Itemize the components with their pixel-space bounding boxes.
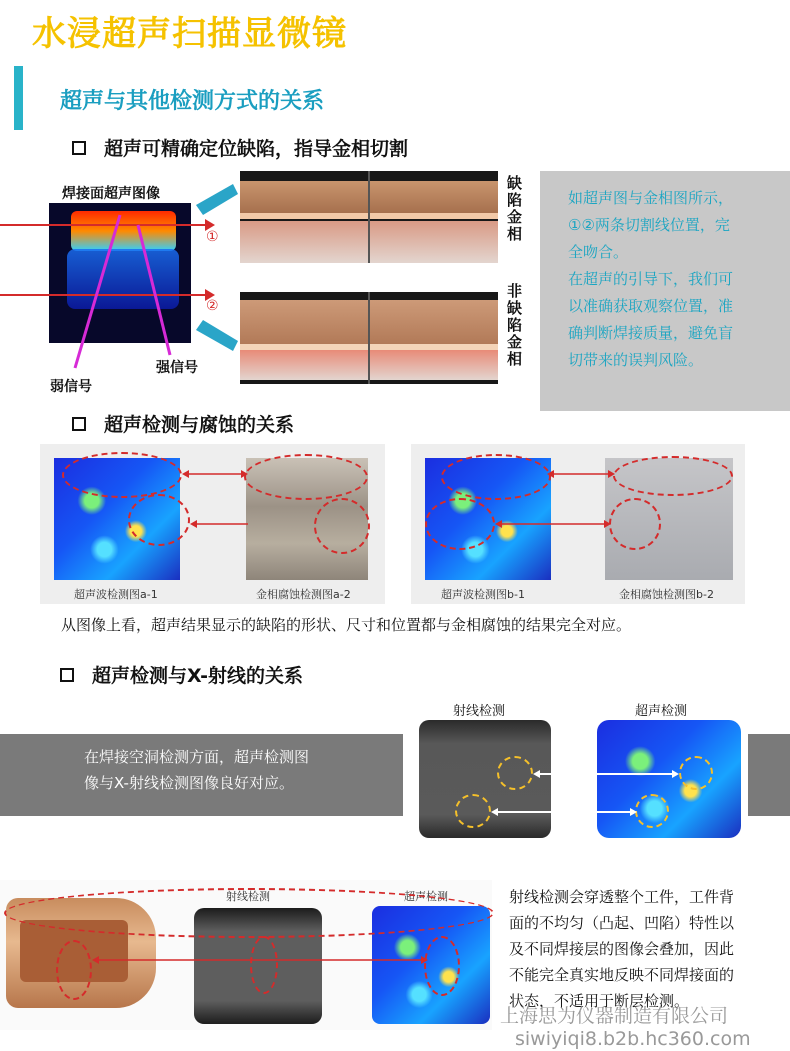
section2-heading: 超声检测与腐蚀的关系 <box>72 410 294 437</box>
defect-ellipse <box>314 498 370 554</box>
checkbox-square-icon <box>72 417 86 431</box>
region-correspondence-arrows <box>90 950 430 970</box>
xray-label: 射线检测 <box>453 704 506 719</box>
section2-conclusion: 从图像上看，超声结果显示的缺陷的形状、尺寸和位置都与金相腐蚀的结果完全对应。 <box>61 616 632 634</box>
correspondence-arrows <box>495 462 615 532</box>
weak-signal-pointer <box>75 215 120 368</box>
corrosion-comparison-panel-a <box>40 444 385 604</box>
teal-arrow-down <box>196 320 238 351</box>
marker-1: ① <box>206 229 219 245</box>
defect-label: 缺陷金相 <box>505 175 523 243</box>
teal-arrow-up <box>196 184 238 215</box>
void-ellipse <box>455 794 491 828</box>
caption-b2: 金相腐蚀检测图b-2 <box>619 588 714 601</box>
strong-signal-label: 强信号 <box>156 360 198 376</box>
photo2-xray-label: 射线检测 <box>226 890 270 903</box>
section1-info-box <box>540 171 790 411</box>
section3-heading: 超声检测与X-射线的关系 <box>60 661 303 688</box>
caption-a2: 金相腐蚀检测图a-2 <box>256 588 351 601</box>
correspondence-arrows <box>182 462 248 532</box>
cut-line-arrows <box>0 170 240 380</box>
marker-2: ② <box>206 298 219 314</box>
watermark-company: 上海思为仪器制造有限公司 <box>500 1005 729 1027</box>
weak-signal-label: 弱信号 <box>50 379 92 395</box>
xray-vs-ultrasound-figure <box>403 690 748 850</box>
region-ellipse <box>4 888 494 938</box>
strong-signal-pointer <box>138 225 170 355</box>
ultrasound-image-label: 焊接面超声图像 <box>62 186 160 202</box>
info-line: 切带来的误判风险。 <box>568 351 704 369</box>
photo2-ultra-label: 超声检测 <box>404 890 448 903</box>
accent-bar <box>14 66 23 130</box>
void-correspondence-arrows <box>489 768 685 818</box>
page-subtitle: 超声与其他检测方式的关系 <box>60 89 325 114</box>
caption-a1: 超声波检测图a-1 <box>74 588 158 601</box>
ultrasound-label: 超声检测 <box>635 704 688 719</box>
info-line: ①②两条切割线位置，完 <box>568 216 730 234</box>
info-line: 全吻合。 <box>568 243 629 261</box>
defect-metallography-photo <box>240 171 498 263</box>
caption-b1: 超声波检测图b-1 <box>441 588 525 601</box>
region-ellipse <box>56 940 92 1000</box>
xray-band-text: 在焊接空洞检测方面，超声检测图 像与X-射线检测图像良好对应。 <box>84 748 310 792</box>
corrosion-comparison-panel-b <box>411 444 745 604</box>
page-title: 水浸超声扫描显微镜 <box>32 14 347 54</box>
info-line: 在超声的引导下，我们可 <box>568 270 734 288</box>
defect-ellipse <box>609 498 661 550</box>
nondefect-label: 非缺陷金相 <box>505 283 523 368</box>
watermark-url: siwiyiqi8.b2b.hc360.com <box>515 1028 751 1050</box>
info-line: 如超声图与金相图所示， <box>568 189 734 207</box>
defect-ellipse <box>62 452 182 498</box>
info-line: 以准确获取观察位置，准 <box>568 297 734 315</box>
checkbox-square-icon <box>72 141 86 155</box>
nondefect-metallography-photo <box>240 292 498 384</box>
info-line: 确判断焊接质量，避免盲 <box>568 324 734 342</box>
section1-heading: 超声可精确定位缺陷，指导金相切割 <box>72 134 408 161</box>
checkbox-square-icon <box>60 668 74 682</box>
grey-band-right <box>748 734 790 816</box>
xray-limitations-text: 射线检测会穿透整个工件，工件背 面的不均匀（凸起、凹陷）特性以 及不同焊接层的图像会叠加，因此 不能完全真实地反映不同焊接面的 状态，不适用于断层检测。 <box>509 888 735 1010</box>
defect-ellipse <box>425 498 495 550</box>
defect-ellipse <box>128 494 190 546</box>
copper-xray-ultrasound-figure <box>0 880 492 1030</box>
defect-ellipse <box>613 456 733 496</box>
defect-ellipse <box>244 454 368 500</box>
